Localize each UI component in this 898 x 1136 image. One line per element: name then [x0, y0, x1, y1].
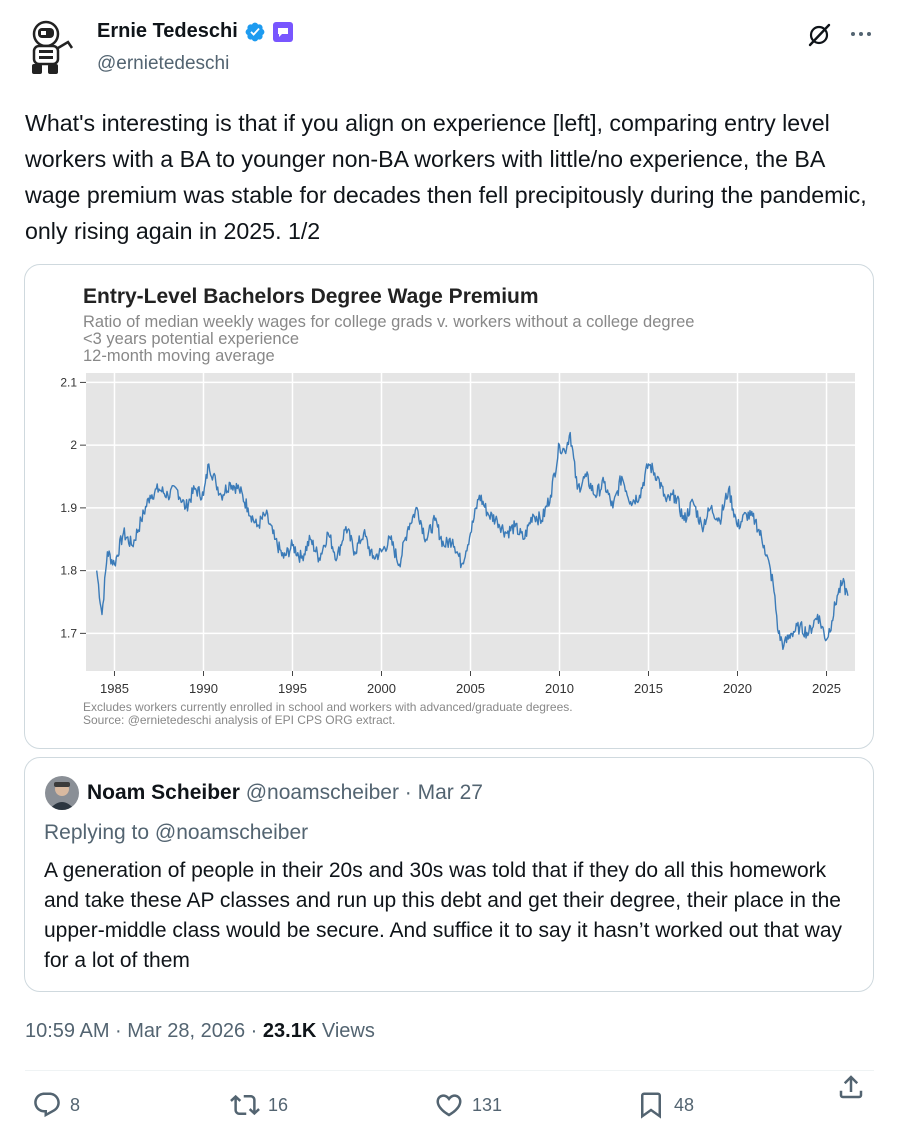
repost-icon — [230, 1090, 260, 1120]
quote-replying-to: Replying to @noamscheiber — [44, 821, 309, 844]
y-tick-label: 1.8 — [60, 563, 77, 578]
verified-badge-icon — [244, 21, 266, 43]
x-tick-label: 2005 — [456, 681, 485, 696]
y-tick-label: 1.7 — [60, 626, 77, 641]
chart-footnote: Source: @ernietedeschi analysis of EPI CPS ORG extract. — [83, 713, 396, 727]
author-name[interactable]: Ernie Tedeschi — [97, 20, 238, 42]
quote-body: A generation of people in their 20s and 30s was told that if they do all this homework and take these AP classes and run up this debt and get their degree, their place in the upper-middle class would be secure. And suffice it to say it hasn’t worked out that way for a lot of them — [44, 859, 843, 972]
share-icon — [836, 1072, 866, 1102]
more-icon[interactable] — [846, 20, 876, 50]
chart-card[interactable] — [24, 264, 874, 749]
chart-subtitle-line: 12-month moving average — [83, 347, 275, 365]
chart-subtitle-line: <3 years potential experience — [83, 330, 300, 348]
y-tick-label: 2 — [70, 438, 77, 453]
x-tick-label: 1995 — [278, 681, 307, 696]
x-tick-label: 2020 — [723, 681, 752, 696]
x-tick-label: 1990 — [189, 681, 218, 696]
x-tick-label: 2010 — [545, 681, 574, 696]
y-tick-label: 1.9 — [60, 500, 77, 515]
x-tick-label: 1985 — [100, 681, 129, 696]
chart-title: Entry-Level Bachelors Degree Wage Premium — [83, 285, 539, 308]
bookmark-icon — [636, 1090, 666, 1120]
x-tick-label: 2000 — [367, 681, 396, 696]
repost-button[interactable] — [230, 1090, 288, 1120]
x-tick-label: 2015 — [634, 681, 663, 696]
author-handle[interactable]: @ernietedeschi — [97, 53, 230, 74]
grok-icon[interactable] — [804, 20, 834, 50]
chart-subtitle-line: Ratio of median weekly wages for college grads v. workers without a college degree — [83, 313, 695, 331]
author-avatar[interactable] — [24, 18, 80, 78]
tweet-timestamp[interactable]: 10:59 AM · Mar 28, 2026 · — [25, 1020, 263, 1042]
repost-count: 16 — [268, 1094, 289, 1115]
wage-premium-chart — [25, 265, 874, 749]
affiliate-badge-icon[interactable] — [272, 21, 294, 43]
bookmark-count: 48 — [674, 1094, 695, 1115]
tweet-meta — [25, 1020, 375, 1043]
reply-count: 8 — [70, 1094, 81, 1115]
quote-author-avatar[interactable] — [45, 776, 79, 810]
like-count: 131 — [472, 1094, 503, 1115]
reply-button[interactable] — [32, 1090, 80, 1120]
views-count: 23.1K — [262, 1020, 317, 1042]
chart-footnote: Excludes workers currently enrolled in school and workers with advanced/graduate degrees. — [83, 700, 573, 714]
divider — [25, 1070, 874, 1071]
x-tick-label: 2025 — [812, 681, 841, 696]
quote-author-meta: @noamscheiber · Mar 27 — [245, 781, 483, 804]
like-icon — [434, 1090, 464, 1120]
reply-icon — [32, 1090, 62, 1120]
quoted-tweet[interactable] — [24, 757, 874, 992]
views-label: Views — [316, 1020, 375, 1042]
y-tick-label: 2.1 — [60, 375, 77, 390]
quote-author-name[interactable]: Noam Scheiber — [87, 781, 240, 804]
share-button[interactable] — [836, 1072, 866, 1102]
like-button[interactable] — [434, 1090, 502, 1120]
bookmark-button[interactable] — [636, 1090, 694, 1120]
tweet-text: What's interesting is that if you align on experience [left], comparing entry level workers with a BA to younger non-BA workers with little/no experience, the BA wage premium was stable for decades then fell precipitously during the pandemic, only rising again in 2025. 1/2 — [25, 110, 867, 244]
